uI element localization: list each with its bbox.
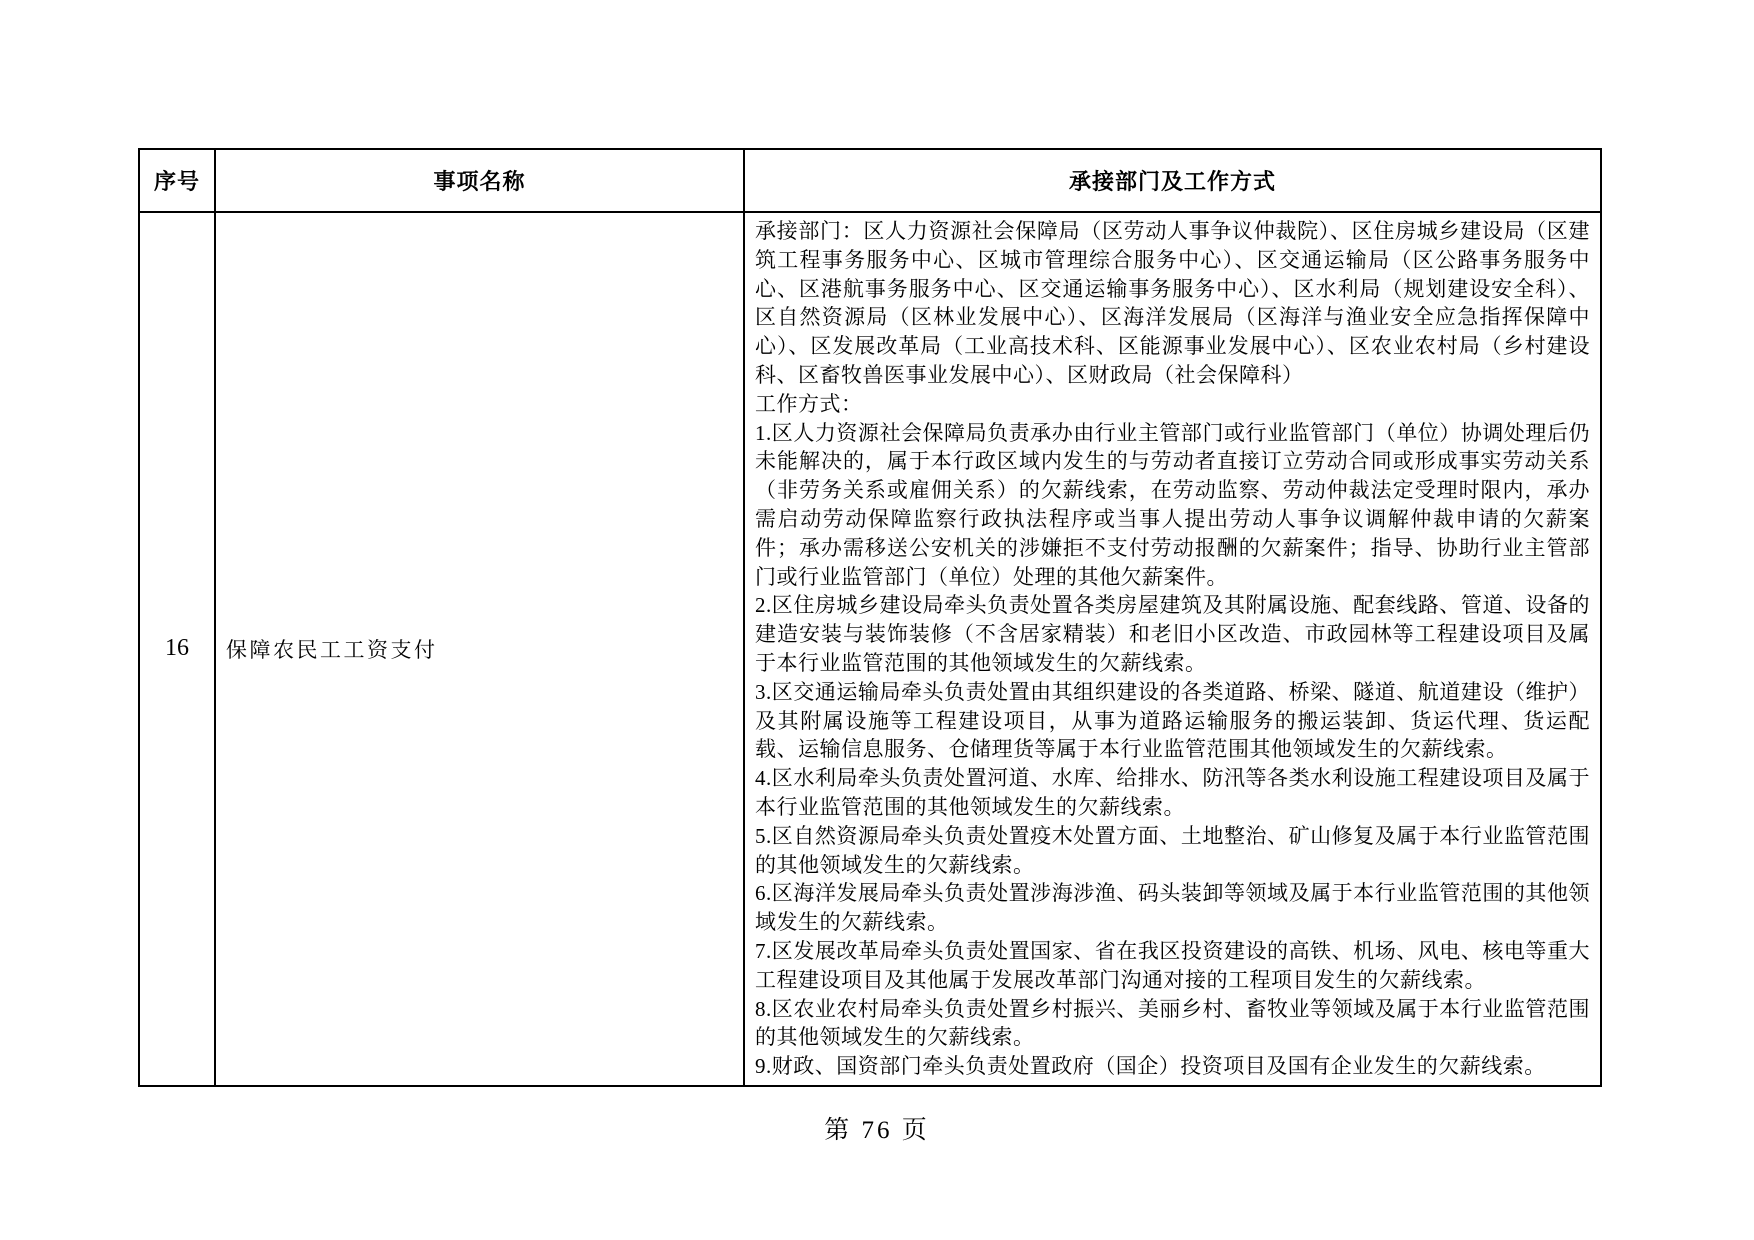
table-row <box>139 212 1601 1086</box>
detail-paragraph-4: 4.区水利局牵头负责处置河道、水库、给排水、防汛等各类水利设施工程建设项目及属于本行业监管范围的其他领域发生的欠薪线索。 <box>755 766 1590 819</box>
detail-paragraph-work-method-label: 工作方式： <box>755 391 863 416</box>
col-header-department: 承接部门及工作方式 <box>744 149 1601 212</box>
col-header-serial: 序号 <box>139 149 215 212</box>
page-number: 第 76 页 <box>824 1117 930 1144</box>
serial-cell: 16 <box>139 212 215 1086</box>
detail-paragraph-2: 2.区住房城乡建设局牵头负责处置各类房屋建筑及其附属设施、配套线路、管道、设备的建造安装与装饰装修（不含居家精装）和老旧小区改造、市政园林等工程建设项目及属于本行业监管范围的其他领域发生的欠薪线索。 <box>755 593 1590 675</box>
details-cell <box>744 212 1601 1086</box>
item-name-cell: 保障农民工工资支付 <box>215 212 744 1086</box>
detail-paragraph-5: 5.区自然资源局牵头负责处置疫木处置方面、土地整治、矿山修复及属于本行业监管范围的其他领域发生的欠薪线索。 <box>755 823 1590 877</box>
detail-paragraph-9: 9.财政、国资部门牵头负责处置政府（国企）投资项目及国有企业发生的欠薪线索。 <box>755 1054 1546 1079</box>
detail-paragraph-7: 7.区发展改革局牵头负责处置国家、省在我区投资建设的高铁、机场、风电、核电等重大工程建设项目及其他属于发展改革部门沟通对接的工程项目发生的欠薪线索。 <box>755 938 1590 992</box>
detail-paragraph-3: 3.区交通运输局牵头负责处置由其组织建设的各类道路、桥梁、隧道、航道建设（维护）及其附属设施等工程建设项目，从事为道路运输服务的搬运装卸、货运代理、货运配载、运输信息服务、仓储理货等属于本行业监管范围其他领域发生的欠薪线索。 <box>755 679 1590 762</box>
col-header-item-name: 事项名称 <box>215 149 744 212</box>
table-header-row <box>139 149 1601 212</box>
detail-paragraph-6: 6.区海洋发展局牵头负责处置涉海涉渔、码头装卸等领域及属于本行业监管范围的其他领域发生的欠薪线索。 <box>755 881 1590 935</box>
detail-paragraph-8: 8.区农业农村局牵头负责处置乡村振兴、美丽乡村、畜牧业等领域及属于本行业监管范围的其他领域发生的欠薪线索。 <box>755 996 1590 1050</box>
detail-paragraph-departments: 承接部门：区人力资源社会保障局（区劳动人事争议仲裁院）、区住房城乡建设局（区建筑工程事务服务中心、区城市管理综合服务中心）、区交通运输局（区公路事务服务中心、区港航事务服务中心、区交通运输事务服务中心）、区水利局（规划建设安全科）、区自然资源局（区林业发展中心）、区海洋发展局（区海洋与渔业安全应急指挥保障中心）、区发展改革局（工业高技术科、区能源事业发展中心）、区农业农村局（乡村建设科、区畜牧兽医事业发展中心）、区财政局（社会保障科） <box>755 219 1590 387</box>
detail-paragraph-1: 1.区人力资源社会保障局负责承办由行业主管部门或行业监管部门（单位）协调处理后仍未能解决的，属于本行政区域内发生的与劳动者直接订立劳动合同或形成事实劳动关系（非劳务关系或雇佣关系）的欠薪线索，在劳动监察、劳动仲裁法定受理时限内，承办需启动劳动保障监察行政执法程序或当事人提出劳动人事争议调解仲裁申请的欠薪案件；承办需移送公安机关的涉嫌拒不支付劳动报酬的欠薪案件；指导、协助行业主管部门或行业监管部门（单位）处理的其他欠薪案件。 <box>755 420 1590 589</box>
items-table <box>138 148 1602 1087</box>
